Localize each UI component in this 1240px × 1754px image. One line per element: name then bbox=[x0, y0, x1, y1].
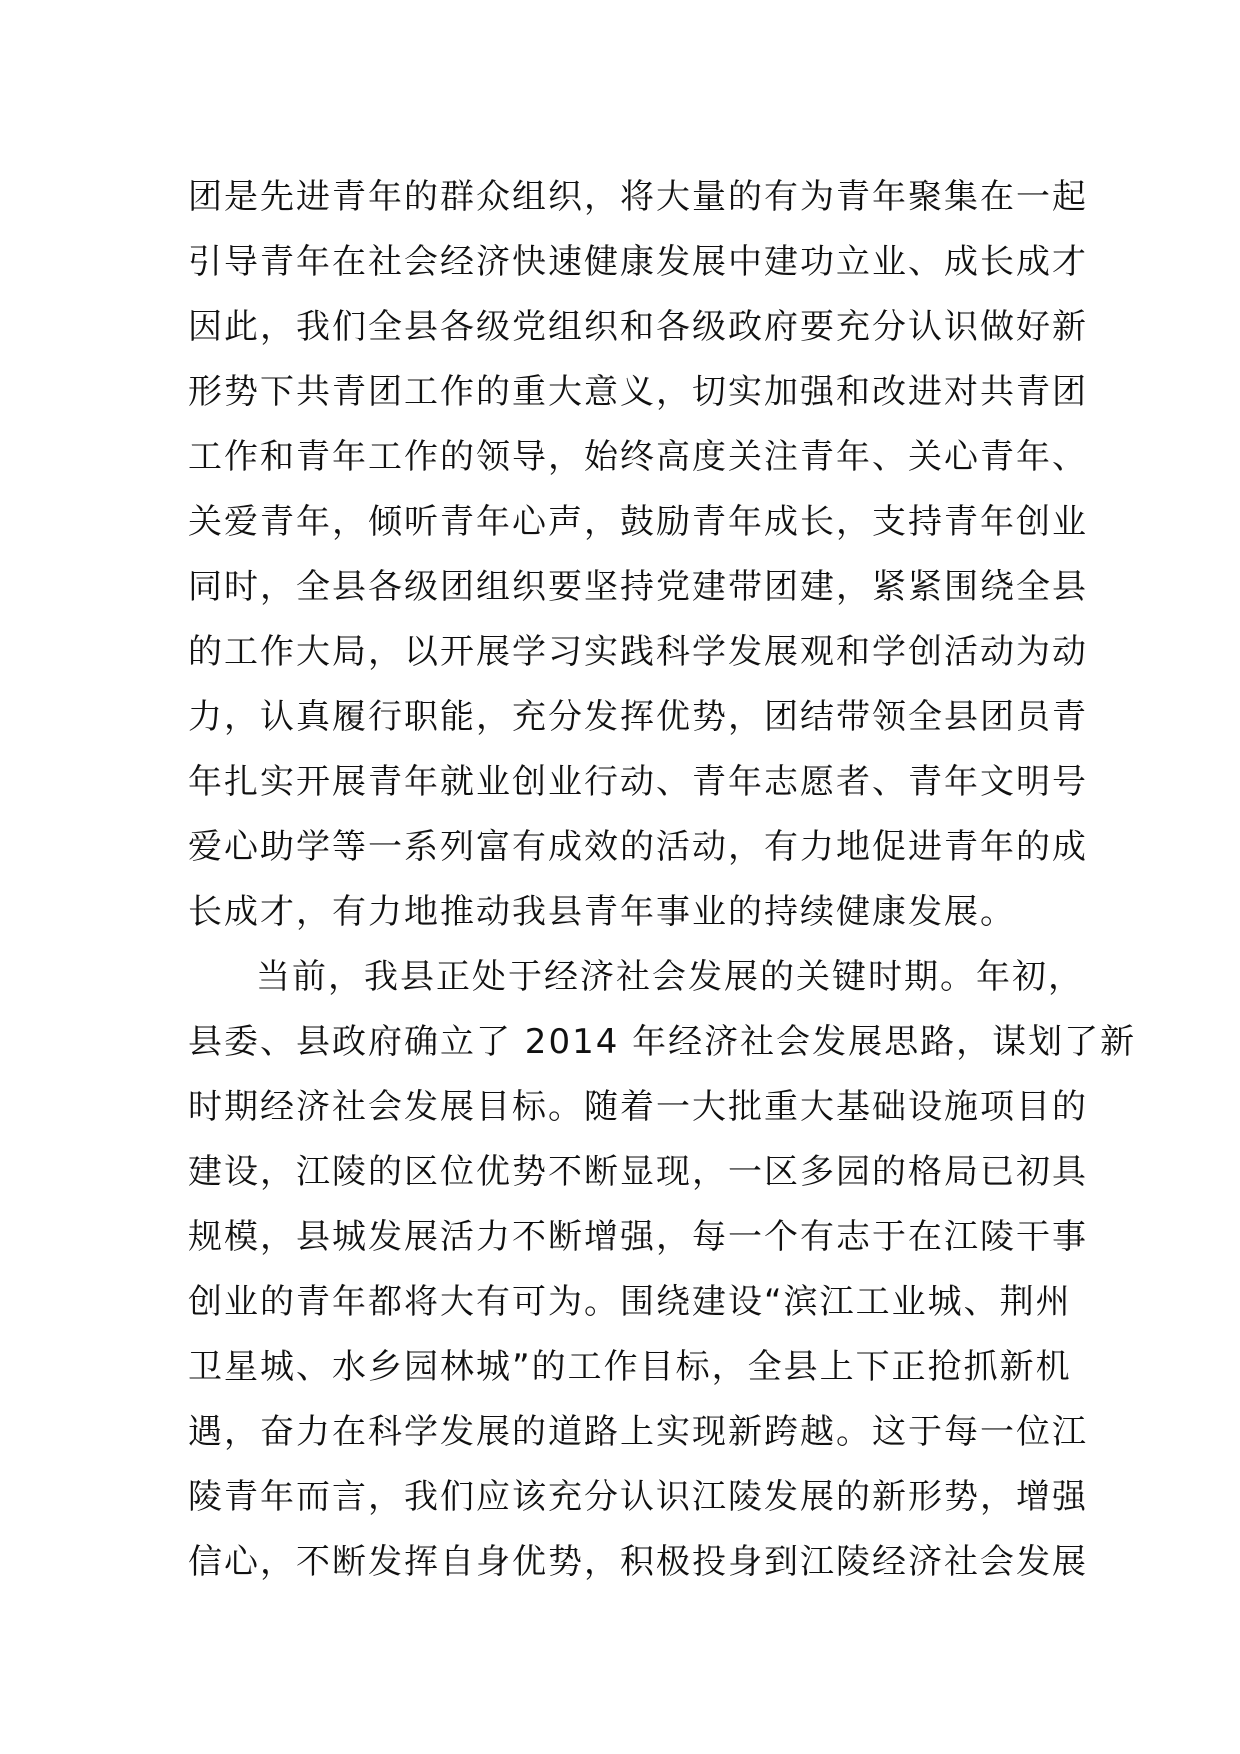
text-line: 时期经济社会发展目标。随着一大批重大基础设施项目的 bbox=[188, 1087, 1088, 1127]
text-line: 创业的青年都将大有可为。围绕建设“滨江工业城、荆州 bbox=[188, 1282, 1072, 1322]
text-line: 力，认真履行职能，充分发挥优势，团结带领全县团员青 bbox=[188, 697, 1088, 737]
text-line: 的工作大局，以开展学习实践科学发展观和学创活动为动 bbox=[188, 632, 1088, 672]
text-line: 信心，不断发挥自身优势，积极投身到江陵经济社会发展 bbox=[188, 1542, 1088, 1582]
text-line: 建设，江陵的区位优势不断显现，一区多园的格局已初具 bbox=[188, 1152, 1088, 1192]
text-line: 长成才，有力地推动我县青年事业的持续健康发展。 bbox=[188, 892, 1016, 932]
text-line: 遇，奋力在科学发展的道路上实现新跨越。这于每一位江 bbox=[188, 1412, 1088, 1452]
document-body bbox=[188, 165, 1137, 1595]
text-line: 团是先进青年的群众组织，将大量的有为青年聚集在一起 bbox=[188, 177, 1088, 217]
paragraph-start-line: 当前，我县正处于经济社会发展的关键时期。年初， bbox=[256, 957, 1084, 997]
text-line: 规模，县城发展活力不断增强，每一个有志于在江陵干事 bbox=[188, 1217, 1088, 1257]
text-line: 卫星城、水乡园林城”的工作目标，全县上下正抢抓新机 bbox=[188, 1347, 1072, 1387]
text-line: 工作和青年工作的领导，始终高度关注青年、关心青年、 bbox=[188, 437, 1088, 477]
text-line: 年扎实开展青年就业创业行动、青年志愿者、青年文明号 bbox=[188, 762, 1088, 802]
text-line: 引导青年在社会经济快速健康发展中建功立业、成长成才 bbox=[188, 242, 1088, 282]
text-line: 因此，我们全县各级党组织和各级政府要充分认识做好新 bbox=[188, 307, 1088, 347]
text-line: 陵青年而言，我们应该充分认识江陵发展的新形势，增强 bbox=[188, 1477, 1088, 1517]
text-line: 同时，全县各级团组织要坚持党建带团建，紧紧围绕全县 bbox=[188, 567, 1088, 607]
text-line: 形势下共青团工作的重大意义，切实加强和改进对共青团 bbox=[188, 372, 1088, 412]
text-line: 爱心助学等一系列富有成效的活动，有力地促进青年的成 bbox=[188, 827, 1088, 867]
text-line: 县委、县政府确立了 2014 年经济社会发展思路，谋划了新 bbox=[188, 1022, 1137, 1062]
text-line: 关爱青年，倾听青年心声，鼓励青年成长，支持青年创业 bbox=[188, 502, 1088, 542]
